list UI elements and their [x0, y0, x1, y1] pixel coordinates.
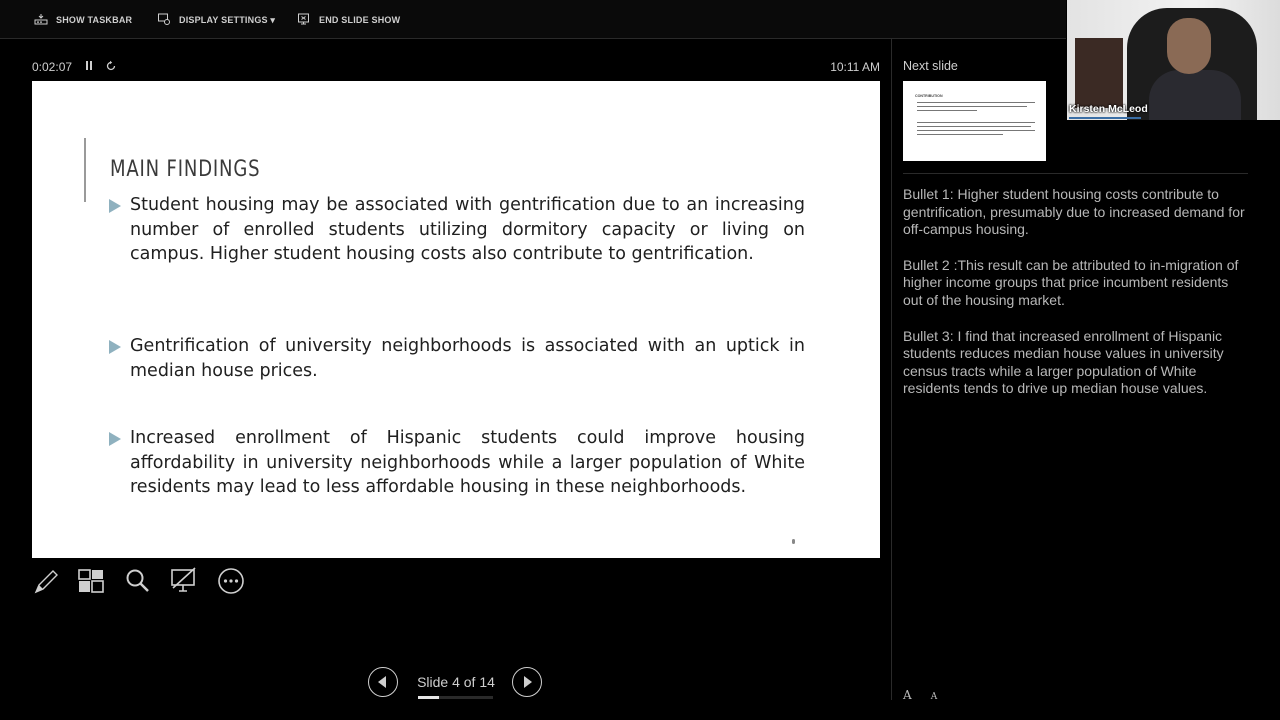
speaker-notes[interactable] — [903, 186, 1248, 416]
thumbnail-text-line — [917, 126, 1031, 127]
current-time: 10:11 AM — [830, 60, 880, 74]
slide-bullet-2 — [107, 334, 805, 383]
participant-video — [1067, 0, 1280, 120]
note-paragraph: Bullet 1: Higher student housing costs contribute to gentrification, presumably due to increased demand for off-campus housing. — [903, 186, 1245, 238]
current-slide[interactable] — [32, 81, 880, 558]
slide-bullet-1 — [107, 193, 805, 267]
slide-progress-fill — [418, 696, 439, 699]
presenter-toolbar — [0, 0, 1066, 39]
taskbar-icon — [34, 12, 48, 28]
display-settings-label: DISPLAY SETTINGS ▾ — [179, 14, 276, 25]
note-paragraph: Bullet 2 :This result can be attributed to in-migration of higher income groups that price incumbent residents out of the housing market. — [903, 256, 1239, 308]
next-slide-button[interactable] — [512, 667, 542, 697]
slide-bullet-3 — [107, 426, 805, 500]
end-slide-show-label: END SLIDE SHOW — [319, 15, 401, 25]
video-person-head — [1167, 18, 1211, 74]
display-settings-button[interactable] — [157, 12, 275, 28]
bullet-arrow-icon — [109, 432, 121, 446]
previous-slide-button[interactable] — [368, 667, 398, 697]
grid-icon[interactable] — [77, 566, 107, 596]
thumbnail-title: CONTRIBUTION — [915, 94, 943, 98]
show-taskbar-button[interactable] — [34, 12, 132, 28]
notes-font-controls — [903, 688, 953, 702]
title-accent-bar — [84, 138, 86, 202]
magnifier-icon[interactable] — [123, 566, 153, 596]
slide-title: MAIN FINDINGS — [110, 157, 261, 182]
note-paragraph: Bullet 3: I find that increased enrollment of Hispanic students reduces median house values in university census tracts while a larger population of White residents tends to drive up median house values. — [903, 327, 1224, 397]
elapsed-timer: 0:02:07 — [32, 60, 73, 74]
pen-icon[interactable] — [32, 566, 62, 596]
bullet-text: Student housing may be associated with gentrification due to an increasing number of enrolled students utilizing dormitory capacity or living on campus. Higher student housing costs also contribute to gentrification. — [130, 195, 805, 265]
end-slide-show-button[interactable] — [297, 12, 400, 28]
end-show-icon — [297, 12, 311, 28]
screen-off-icon[interactable] — [169, 566, 199, 596]
pane-divider[interactable] — [891, 38, 892, 700]
timer-row — [32, 58, 880, 76]
decrease-font-button[interactable]: A — [930, 692, 938, 702]
pause-icon[interactable] — [84, 60, 94, 72]
video-person-body — [1149, 70, 1241, 120]
next-slide-label: Next slide — [903, 59, 958, 73]
bullet-arrow-icon — [109, 340, 121, 354]
bullet-arrow-icon — [109, 199, 121, 213]
slide-counter[interactable]: Slide 4 of 14 — [417, 674, 495, 690]
show-taskbar-label: SHOW TASKBAR — [56, 15, 133, 25]
bullet-text: Increased enrollment of Hispanic students could improve housing affordability in university neighborhoods while a larger population of White residents may lead to less affordable housing in these neighborhoods. — [130, 428, 805, 498]
restart-icon[interactable] — [105, 60, 117, 72]
slide-progress-bar — [418, 696, 493, 699]
slide-marker — [792, 539, 795, 544]
thumbnail-text-line — [917, 130, 1035, 131]
bullet-text: Gentrification of university neighborhoods is associated with an uptick in median house prices. — [130, 336, 805, 381]
increase-font-button[interactable]: A — [903, 688, 912, 702]
display-settings-icon — [157, 12, 171, 28]
thumbnail-text-line — [917, 134, 1003, 135]
next-slide-thumbnail[interactable] — [903, 81, 1046, 161]
video-bookshelf — [1075, 38, 1123, 108]
participant-name-underline — [1069, 117, 1141, 119]
more-icon[interactable] — [216, 566, 246, 596]
thumbnail-text-line — [917, 122, 1035, 123]
notes-divider — [903, 173, 1248, 174]
thumbnail-text-line — [917, 106, 1027, 107]
thumbnail-text-line — [917, 102, 1035, 103]
thumbnail-text-line — [917, 110, 977, 111]
participant-name: Kirsten McLeod — [1069, 103, 1148, 115]
